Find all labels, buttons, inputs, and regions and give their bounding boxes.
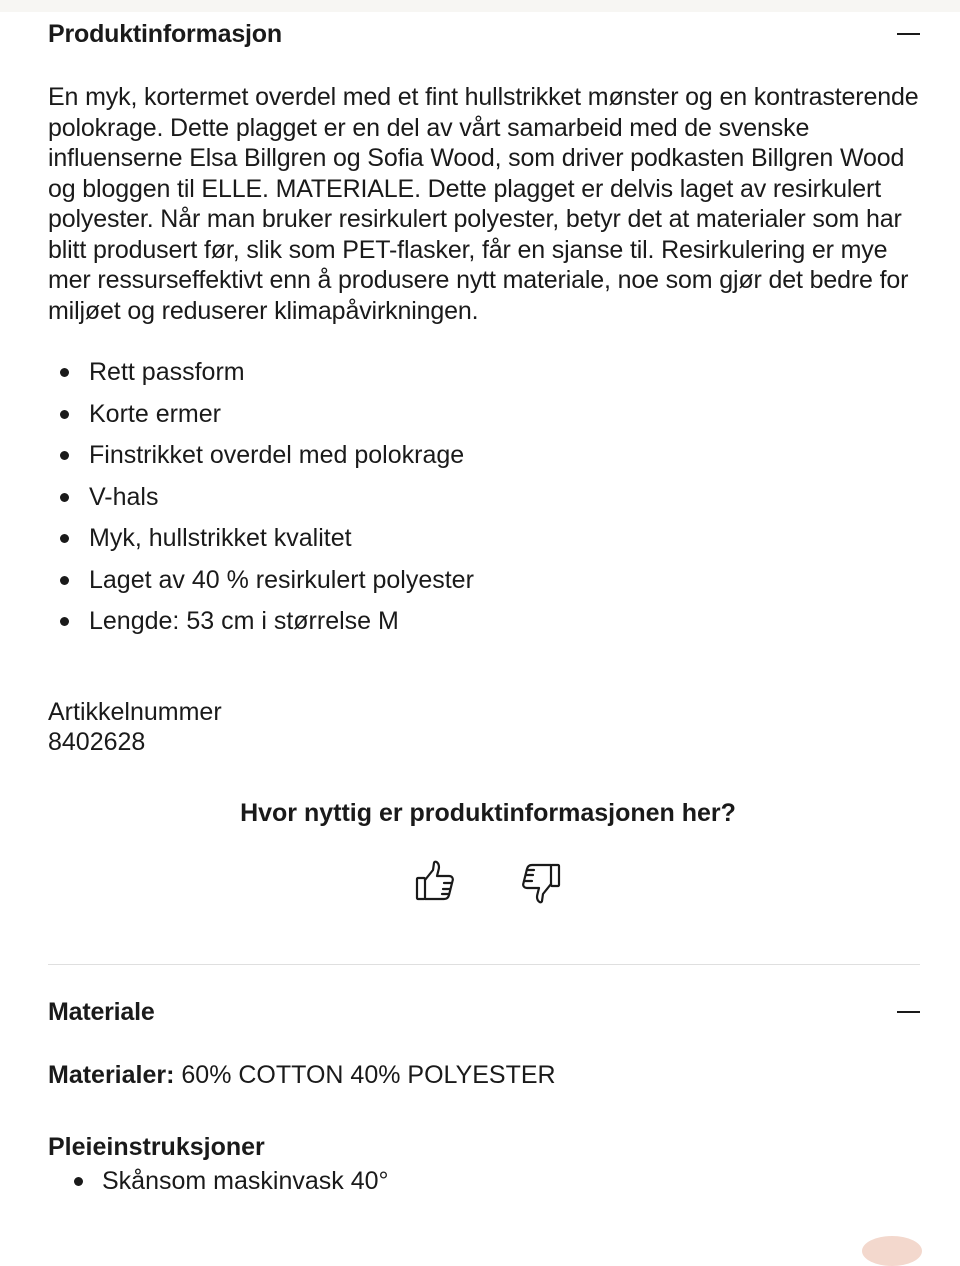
top-strip xyxy=(0,0,960,12)
list-item: Korte ermer xyxy=(48,394,474,436)
feature-list xyxy=(48,352,474,643)
article-number-label: Artikkelnummer xyxy=(48,698,222,726)
material-title: Materiale xyxy=(48,997,155,1026)
list-item: Finstrikket overdel med polokrage xyxy=(48,435,474,477)
feedback-question: Hvor nyttig er produktinformasjonen her? xyxy=(240,799,736,827)
list-item: Rett passform xyxy=(48,352,474,394)
thumbs-down-icon[interactable] xyxy=(517,858,565,906)
minus-icon[interactable] xyxy=(896,22,920,46)
product-description: En myk, kortermet overdel med et fint hullstrikket mønster og en kontrasterende polokrage. Dette plagget er en del av vårt samarbeid med de svenske influenserne Elsa Billgren og Sofia Wood, som driver podkasten Billgren Wood og bloggen til ELLE. MATERIALE. Dette plagget er delvis laget av resirkulert polyester. Når man bruker resirkulert polyester, betyr det at materialer som har blitt produsert før, slik som PET-flasker, får en sjanse til. Resirkulering er mye mer ressurseffektivt enn å produsere nytt materiale, noe som gjør det bedre for miljøet og reduserer klimapåvirkningen. xyxy=(48,83,919,325)
section-divider xyxy=(48,964,920,965)
materials-value: 60% COTTON 40% POLYESTER xyxy=(174,1061,556,1089)
list-item: Lengde: 53 cm i størrelse M xyxy=(48,601,474,643)
list-item: Myk, hullstrikket kvalitet xyxy=(48,518,474,560)
materials-line xyxy=(48,1058,556,1092)
list-item: Laget av 40 % resirkulert polyester xyxy=(48,560,474,602)
list-item: Skånsom maskinvask 40° xyxy=(48,1164,389,1198)
thumbs-up-icon[interactable] xyxy=(411,858,459,906)
material-header[interactable] xyxy=(48,994,920,1030)
product-info-title: Produktinformasjon xyxy=(48,19,282,48)
minus-icon[interactable] xyxy=(896,1000,920,1024)
product-info-header[interactable] xyxy=(48,16,920,52)
article-number-value: 8402628 xyxy=(48,728,146,756)
care-list xyxy=(48,1164,389,1198)
list-item: V-hals xyxy=(48,477,474,519)
materials-label: Materialer: xyxy=(48,1061,175,1089)
care-instructions-title: Pleieinstruksjoner xyxy=(48,1133,265,1161)
